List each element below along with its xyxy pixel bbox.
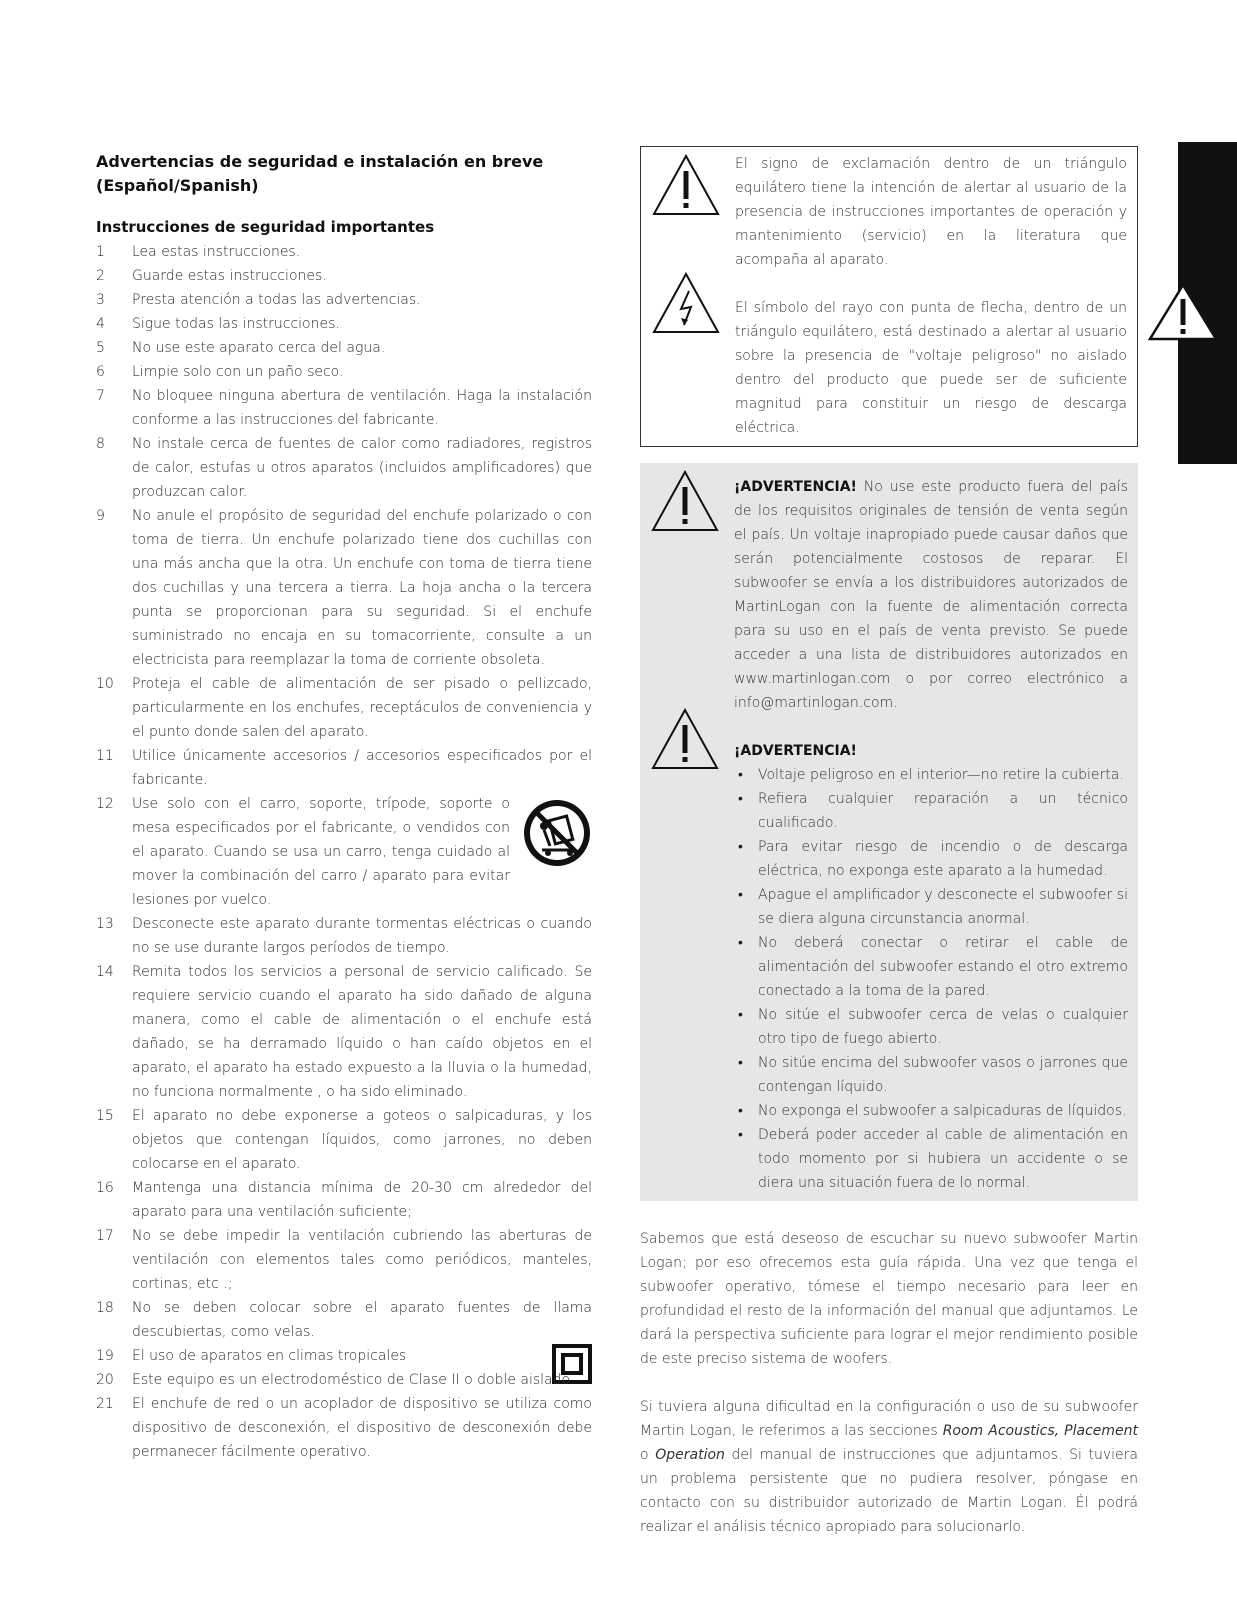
list-item <box>96 1224 592 1296</box>
item-number: 4 <box>96 316 105 332</box>
page-title <box>96 150 592 198</box>
left-column <box>96 150 592 1464</box>
item-number: 17 <box>96 1228 114 1244</box>
section-reference: Room Acoustics, Placement <box>942 1423 1138 1439</box>
warning-label: ¡ADVERTENCIA! <box>734 479 857 495</box>
lightning-triangle-icon <box>651 271 721 335</box>
item-text: Limpie solo con un paño seco. <box>132 364 344 380</box>
item-number: 8 <box>96 436 105 452</box>
warnings-panel <box>640 463 1138 1201</box>
item-number: 1 <box>96 244 105 260</box>
voltage-warning <box>734 475 1128 715</box>
warning-triangle-icon <box>1148 283 1218 341</box>
item-text: Este equipo es un electrodoméstico de Clase II o doble aislado <box>132 1372 571 1388</box>
list-item <box>96 1296 592 1344</box>
list-item <box>96 360 592 384</box>
item-number: 13 <box>96 916 114 932</box>
list-item <box>96 1176 592 1224</box>
list-item: • Para evitar riesgo de incendio o de descarga eléctrica, no exponga este aparato a la humedad. <box>734 835 1128 883</box>
item-text: Utilice únicamente accesorios / accesorios especificados por el fabricante. <box>132 748 592 788</box>
item-text: No se deben colocar sobre el aparato fuentes de llama descubiertas, como velas. <box>132 1300 592 1340</box>
text-run: del manual de instrucciones que adjuntamos. Si tuviera un problema persistente que no pudiera resolver, póngase en contacto con su distribuidor autorizado de Martin Logan. Él podrá realizar el análisis técnico apropiado para solucionarlo. <box>640 1447 1138 1535</box>
item-text: No anule el propósito de seguridad del enchufe polarizado o con toma de tierra. Un enchufe polarizado tiene dos cuchillas con una más ancha que la otra. Un enchufe con toma de tierra tiene dos cuchillas y una tercera a tierra. La hoja ancha o la tercera punta se proporcionan para su seguridad. Si el enchufe suministrado no encaja en su tomacorriente, consulte a un electricista para reemplazar la toma de corriente obsoleta. <box>132 508 592 668</box>
item-text: No se debe impedir la ventilación cubriendo las aberturas de ventilación con elementos tales como periódicos, manteles, cortinas, etc .; <box>132 1228 592 1292</box>
item-text: No use este aparato cerca del agua. <box>132 340 386 356</box>
item-number: 15 <box>96 1108 114 1124</box>
item-number: 12 <box>96 796 114 812</box>
item-number: 19 <box>96 1348 114 1364</box>
list-item <box>96 504 592 672</box>
warning-text: No use este producto fuera del país de los requisitos originales de tensión de venta según el país. Un voltaje inapropiado puede causar daños que serán potencialmente costosos de reparar. El subwoofer se envía a los distribuidores autorizados de MartinLogan con la fuente de alimentación correcta para su uso en el país de venta previsto. Se puede acceder a una lista de distribuidores autorizados en www.martinlogan.com o por correo electrónico a info@martinlogan.com. <box>734 479 1128 711</box>
item-number: 20 <box>96 1372 114 1388</box>
warning-heading <box>734 739 1128 763</box>
section-subtitle: Instrucciones de seguridad importantes <box>96 218 435 236</box>
list-item <box>96 744 592 792</box>
item-number: 21 <box>96 1396 114 1412</box>
text-run: Si tuviera alguna dificultad en la configuración o uso de su subwoofer Martin Logan, le referimos a las secciones <box>640 1399 1138 1439</box>
lightning-description: El símbolo del rayo con punta de flecha, dentro de un triángulo equilátero, está destinado a alertar al usuario sobre la presencia de "voltaje peligroso" no aislado dentro del producto que puede ser de suficiente magnitud para constituir un riesgo de descarga eléctrica. <box>735 300 1127 436</box>
item-number: 11 <box>96 748 114 764</box>
item-text: El uso de aparatos en climas tropicales <box>132 1348 407 1364</box>
list-item <box>96 288 592 312</box>
item-number: 16 <box>96 1180 114 1196</box>
item-text: Guarde estas instrucciones. <box>132 268 327 284</box>
item-text: No instale cerca de fuentes de calor como radiadores, registros de calor, estufas u otros aparatos (incluidos amplificadores) que produzcan calor. <box>132 436 592 500</box>
intro-text <box>640 1227 1138 1539</box>
list-item <box>96 336 592 360</box>
list-item <box>96 960 592 1104</box>
support-paragraph <box>640 1395 1138 1539</box>
warning-bullet-list <box>734 763 1128 1195</box>
item-text: Proteja el cable de alimentación de ser pisado o pellizcado, particularmente en los enchufes, receptáculos de conveniencia y el punto donde salen del aparato. <box>132 676 592 740</box>
list-item: • No sitúe encima del subwoofer vasos o jarrones que contengan líquido. <box>734 1051 1128 1099</box>
section-reference: Operation <box>655 1447 725 1463</box>
list-item: • No exponga el subwoofer a salpicaduras de líquidos. <box>734 1099 1128 1123</box>
list-item <box>96 240 592 264</box>
exclamation-triangle-icon <box>650 469 720 533</box>
item-number: 10 <box>96 676 114 692</box>
item-text: El aparato no debe exponerse a goteos o salpicaduras, y los objetos que contengan líquidos, como jarrones, no deben colocarse en el aparato. <box>132 1108 592 1172</box>
list-item <box>96 432 592 504</box>
intro-paragraph: Sabemos que está deseoso de escuchar su nuevo subwoofer Martin Logan; por eso ofrecemos esta guía rápida. Una vez que tenga el subwoofer operativo, tómese el tiempo necesario para leer en profundidad el resto de la información del manual que adjuntamos. Le dará la perspectiva suficiente para lograr el mejor rendimiento posible de este preciso sistema de woofers. <box>640 1231 1138 1367</box>
text-run: o <box>640 1447 656 1463</box>
item-number: 7 <box>96 388 105 404</box>
list-item: • Voltaje peligroso en el interior—no retire la cubierta. <box>734 763 1128 787</box>
item-text: Remita todos los servicios a personal de servicio calificado. Se requiere servicio cuando el aparato ha sido dañado de alguna manera, como el cable de alimentación o el enchufe está dañado, se ha derramado líquido o han caído objetos en el aparato, el aparato ha estado expuesto a la lluvia o la humedad, no funciona normalmente , o ha sido eliminado. <box>132 964 592 1100</box>
item-text: Presta atención a todas las advertencias. <box>132 292 421 308</box>
list-item <box>96 1392 592 1464</box>
exclamation-triangle-icon <box>651 153 721 217</box>
title-line-2: (Español/Spanish) <box>96 176 259 195</box>
list-item <box>96 672 592 744</box>
item-number: 5 <box>96 340 105 356</box>
list-item <box>96 312 592 336</box>
item-number: 9 <box>96 508 105 524</box>
list-item <box>96 264 592 288</box>
item-text: Use solo con el carro, soporte, trípode, soporte o mesa especificados por el fabricante, o vendidos con el aparato. Cuando se usa un carro, tenga cuidado al mover la combinación del carro / aparato para evitar lesiones por vuelco. <box>132 796 510 908</box>
list-item <box>96 912 592 960</box>
exclamation-triangle-icon <box>650 707 720 771</box>
item-text: Lea estas instrucciones. <box>132 244 301 260</box>
symbols-box <box>640 146 1138 447</box>
list-item <box>96 384 592 432</box>
item-number: 3 <box>96 292 105 308</box>
item-number: 14 <box>96 964 114 980</box>
list-item <box>96 792 592 912</box>
item-number: 18 <box>96 1300 114 1316</box>
list-item: • No sitúe el subwoofer cerca de velas o cualquier otro tipo de fuego abierto. <box>734 1003 1128 1051</box>
list-item <box>96 1368 592 1392</box>
list-item <box>96 1344 592 1368</box>
exclamation-description: El signo de exclamación dentro de un triángulo equilátero tiene la intención de alertar al usuario de la presencia de instrucciones importantes de operación y mantenimiento (servicio) en la literatura que acompaña al aparato. <box>735 156 1127 268</box>
cart-tipover-warning-icon <box>522 798 592 868</box>
item-number: 2 <box>96 268 105 284</box>
list-item <box>96 1104 592 1176</box>
item-number: 6 <box>96 364 105 380</box>
item-text: No bloquee ninguna abertura de ventilación. Haga la instalación conforme a las instrucciones del fabricante. <box>132 388 592 428</box>
right-column <box>640 146 1138 1539</box>
item-text: Desconecte este aparato durante tormentas eléctricas o cuando no se use durante largos períodos de tiempo. <box>132 916 592 956</box>
title-line-1: Advertencias de seguridad e instalación en breve <box>96 152 544 171</box>
list-item: • Deberá poder acceder al cable de alimentación en todo momento por si hubiera un accidente o se diera una situación fuera de lo normal. <box>734 1123 1128 1195</box>
list-item: • Apague el amplificador y desconecte el subwoofer si se diera alguna circunstancia anormal. <box>734 883 1128 931</box>
safety-instructions-list <box>96 240 592 1464</box>
list-item: • Refiera cualquier reparación a un técnico cualificado. <box>734 787 1128 835</box>
item-text: El enchufe de red o un acoplador de dispositivo se utiliza como dispositivo de desconexión, el dispositivo de desconexión debe permanecer fácilmente operativo. <box>132 1396 592 1460</box>
warning-label: ¡ADVERTENCIA! <box>734 743 857 759</box>
item-text: Mantenga una distancia mínima de 20-30 cm alrededor del aparato para una ventilación suficiente; <box>132 1180 592 1220</box>
item-text: Sigue todas las instrucciones. <box>132 316 340 332</box>
list-item: • No deberá conectar o retirar el cable de alimentación del subwoofer estando el otro extremo conectado a la toma de la pared. <box>734 931 1128 1003</box>
